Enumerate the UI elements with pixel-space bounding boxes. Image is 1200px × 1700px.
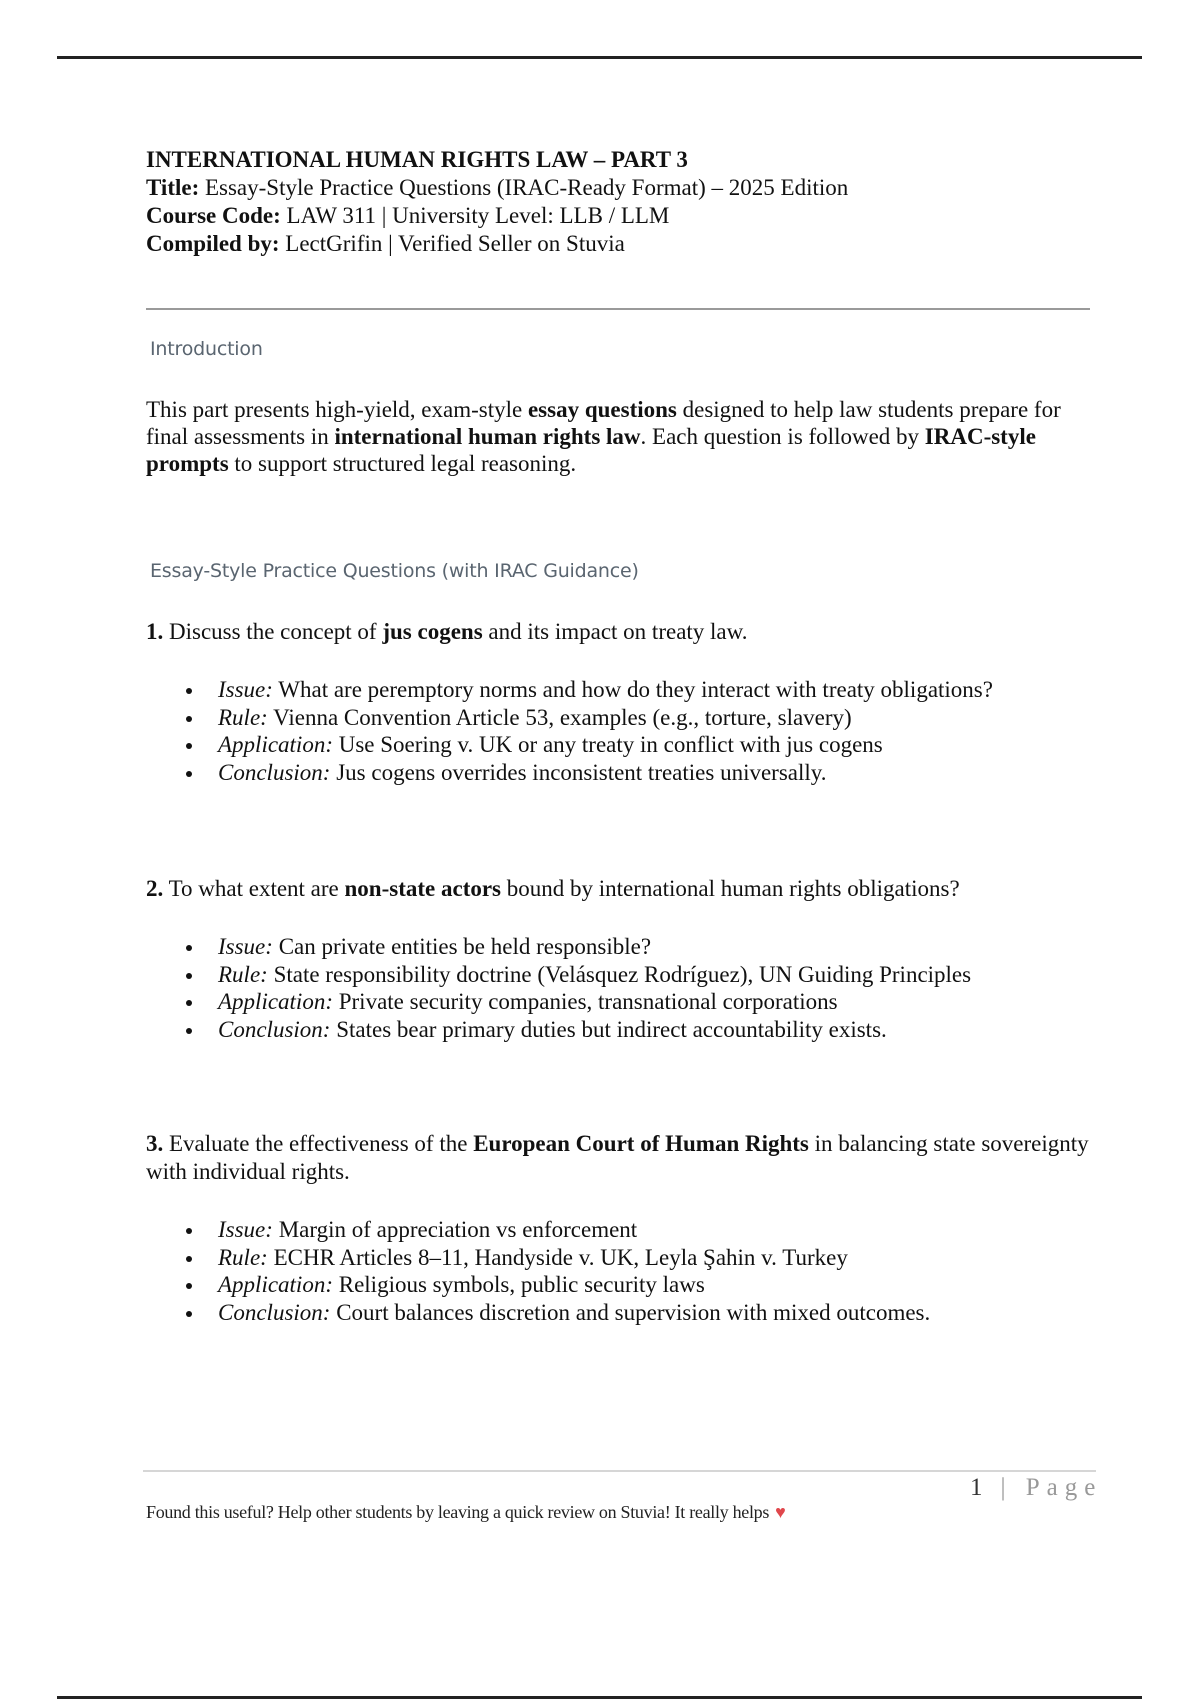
course-code-line	[146, 202, 1096, 230]
irac-text: States bear primary duties but indirect accountability exists.	[330, 1016, 887, 1042]
irac-item-issue	[146, 676, 1096, 704]
question-text: and its impact on treaty law.	[482, 619, 748, 644]
introduction-paragraph	[146, 396, 1096, 477]
irac-label: Issue:	[218, 1217, 273, 1242]
irac-label: Conclusion:	[218, 759, 331, 785]
page-label: | Page	[1000, 1474, 1103, 1501]
irac-label: Issue:	[218, 934, 273, 959]
intro-text: designed to help law students prepare for final assessments in	[146, 397, 1061, 449]
irac-label: Issue:	[218, 677, 273, 702]
question-text: Evaluate the effectiveness of the	[163, 1131, 474, 1156]
question-3	[146, 1130, 1096, 1186]
irac-text: Margin of appreciation vs enforcement	[272, 1217, 638, 1242]
question-text: Discuss the concept of	[163, 619, 383, 644]
bullet-icon	[186, 743, 192, 749]
irac-item-rule	[146, 704, 1096, 732]
bullet-icon	[186, 973, 192, 979]
intro-bold: essay questions	[527, 397, 677, 422]
footer-rule	[143, 1470, 1096, 1472]
irac-label: Rule:	[218, 704, 268, 730]
introduction-heading: Introduction	[150, 338, 263, 360]
question-number: 3.	[146, 1131, 164, 1156]
bullet-icon	[186, 688, 192, 694]
review-note-text: Found this useful? Help other students by leaving a quick review on Stuvia! It really helps	[146, 1502, 770, 1522]
bullet-icon	[186, 1311, 192, 1317]
irac-item-application	[146, 988, 1096, 1016]
intro-text: to support structured legal reasoning.	[228, 451, 577, 476]
irac-label: Conclusion:	[218, 1299, 331, 1325]
question-number: 1.	[146, 619, 164, 644]
irac-text: Religious symbols, public security laws	[332, 1272, 705, 1297]
compiled-by-value: LectGrifin | Verified Seller on Stuvia	[279, 231, 625, 256]
irac-item-application	[146, 731, 1096, 759]
irac-text: What are peremptory norms and how do they interact with treaty obligations?	[272, 677, 993, 702]
irac-item-issue	[146, 933, 1096, 961]
bullet-icon	[186, 1256, 192, 1262]
irac-text: Private security companies, transnational corporations	[332, 989, 838, 1014]
irac-item-issue	[146, 1216, 1096, 1244]
subtitle-label: Title:	[146, 175, 200, 200]
compiled-by-line	[146, 230, 1096, 258]
irac-text: Can private entities be held responsible?	[272, 934, 652, 959]
question-text: bound by international human rights obligations?	[501, 876, 960, 901]
bullet-icon	[186, 1028, 192, 1034]
question-text: in balancing state sovereignty with individual rights.	[146, 1131, 1089, 1184]
question-bold: jus cogens	[382, 619, 483, 644]
irac-list-3	[146, 1216, 1096, 1326]
bullet-icon	[186, 1283, 192, 1289]
question-1	[146, 618, 1096, 646]
irac-list-2	[146, 933, 1096, 1043]
question-2	[146, 875, 1096, 903]
bullet-icon	[186, 1228, 192, 1234]
top-rule	[57, 56, 1142, 59]
intro-text: . Each question is followed by	[640, 424, 925, 449]
irac-label: Conclusion:	[218, 1016, 331, 1042]
irac-text: Vienna Convention Article 53, examples (e.g., torture, slavery)	[267, 704, 852, 730]
irac-text: State responsibility doctrine (Velásquez Rodríguez), UN Guiding Principles	[267, 961, 972, 987]
irac-label: Application:	[218, 1272, 333, 1297]
irac-label: Rule:	[218, 1244, 268, 1270]
bullet-icon	[186, 945, 192, 951]
bullet-icon	[186, 716, 192, 722]
irac-item-conclusion	[146, 1016, 1096, 1044]
irac-list-1	[146, 676, 1096, 786]
irac-item-application	[146, 1271, 1096, 1299]
irac-text: Court balances discretion and supervision with mixed outcomes.	[330, 1299, 931, 1325]
page-number	[970, 1474, 1102, 1502]
intro-bold: international human rights law	[334, 424, 641, 449]
irac-text: Jus cogens overrides inconsistent treaties universally.	[330, 759, 827, 785]
irac-label: Application:	[218, 732, 333, 757]
questions-heading: Essay-Style Practice Questions (with IRAC Guidance)	[150, 560, 639, 582]
document-title: INTERNATIONAL HUMAN RIGHTS LAW – PART 3	[146, 147, 688, 172]
question-bold: European Court of Human Rights	[473, 1131, 809, 1156]
irac-item-rule	[146, 961, 1096, 989]
subtitle-line	[146, 174, 1096, 202]
document-header	[146, 146, 1096, 258]
bullet-icon	[186, 771, 192, 777]
page-number-value: 1	[970, 1474, 983, 1501]
intro-text: This part presents high-yield, exam-style	[146, 397, 528, 422]
intro-bold: IRAC-style prompts	[146, 424, 1036, 476]
review-note	[146, 1502, 785, 1523]
irac-item-rule	[146, 1244, 1096, 1272]
question-bold: non-state actors	[344, 876, 502, 901]
irac-item-conclusion	[146, 759, 1096, 787]
section-divider	[146, 308, 1090, 310]
subtitle-value: Essay-Style Practice Questions (IRAC-Ready Format) – 2025 Edition	[199, 175, 849, 200]
irac-label: Application:	[218, 989, 333, 1014]
irac-item-conclusion	[146, 1299, 1096, 1327]
compiled-by-label: Compiled by:	[146, 231, 280, 256]
bullet-icon	[186, 1000, 192, 1006]
irac-text: Use Soering v. UK or any treaty in conflict with jus cogens	[332, 732, 883, 757]
question-text: To what extent are	[163, 876, 345, 901]
heart-icon: ♥	[775, 1502, 786, 1522]
course-code-value: LAW 311 | University Level: LLB / LLM	[280, 203, 670, 228]
irac-label: Rule:	[218, 961, 268, 987]
bottom-rule	[57, 1696, 1142, 1699]
irac-text: ECHR Articles 8–11, Handyside v. UK, Leyla Şahin v. Turkey	[267, 1244, 848, 1270]
course-code-label: Course Code:	[146, 203, 281, 228]
question-number: 2.	[146, 876, 164, 901]
